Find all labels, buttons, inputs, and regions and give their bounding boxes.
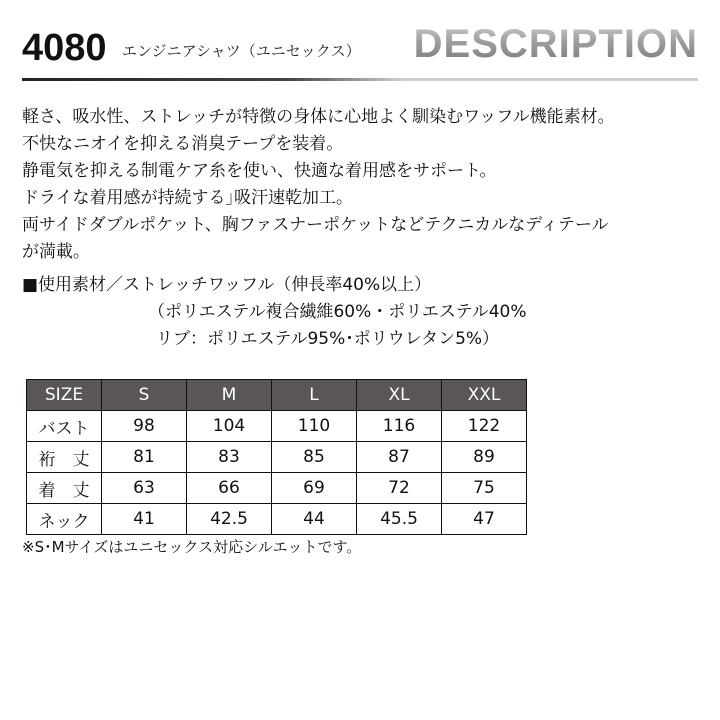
header <box>22 20 698 80</box>
size-table-header-row <box>27 380 527 411</box>
row-label: 着 丈 <box>27 473 102 504</box>
description-line: が満載。 <box>22 242 90 262</box>
size-table <box>26 379 527 535</box>
table-cell: 89 <box>442 442 527 473</box>
table-cell: 116 <box>357 411 442 442</box>
product-name: エンジニアシャツ（ユニセックス） <box>122 42 361 60</box>
table-cell: 81 <box>102 442 187 473</box>
table-cell: 41 <box>102 504 187 535</box>
header-divider-accent <box>22 78 402 81</box>
table-cell: 42.5 <box>187 504 272 535</box>
description-line: 不快なニオイを抑える消臭テープを装着。 <box>22 134 344 154</box>
table-row <box>27 473 527 504</box>
size-table-header-cell: L <box>272 380 357 411</box>
size-table-header-cell: S <box>102 380 187 411</box>
size-table-header-cell: XXL <box>442 380 527 411</box>
material-line: （ポリエステル複合繊維60%・ポリエステル40% <box>148 302 527 322</box>
size-note: ※S･Mサイズはユニセックス対応シルエットです。 <box>22 538 362 556</box>
row-label: ネック <box>27 504 102 535</box>
description-line: 両サイドダブルポケット、胸ファスナーポケットなどテクニカルなディテール <box>22 215 609 235</box>
description-line: 軽さ、吸水性、ストレッチが特徴の身体に心地よく馴染むワッフル機能素材。 <box>22 107 615 127</box>
table-cell: 110 <box>272 411 357 442</box>
table-row <box>27 442 527 473</box>
material-line: リブ：ポリエステル95%･ポリウレタン5%） <box>156 329 500 349</box>
table-cell: 87 <box>357 442 442 473</box>
row-label: バスト <box>27 411 102 442</box>
row-label: 裄 丈 <box>27 442 102 473</box>
table-cell: 47 <box>442 504 527 535</box>
table-cell: 44 <box>272 504 357 535</box>
description-line: ドライな着用感が持続する｣吸汗速乾加工。 <box>22 188 353 208</box>
description <box>22 104 702 266</box>
size-table-header-cell: XL <box>357 380 442 411</box>
table-row <box>27 504 527 535</box>
table-cell: 83 <box>187 442 272 473</box>
size-table-header-cell: M <box>187 380 272 411</box>
size-table-header-cell: SIZE <box>27 380 102 411</box>
table-cell: 45.5 <box>357 504 442 535</box>
section-title: DESCRIPTION <box>413 22 698 66</box>
table-cell: 98 <box>102 411 187 442</box>
table-cell: 104 <box>187 411 272 442</box>
table-cell: 72 <box>357 473 442 504</box>
table-cell: 85 <box>272 442 357 473</box>
table-cell: 75 <box>442 473 527 504</box>
table-cell: 63 <box>102 473 187 504</box>
product-code: 4080 <box>22 27 107 69</box>
table-cell: 122 <box>442 411 527 442</box>
material-info <box>22 272 702 353</box>
table-cell: 69 <box>272 473 357 504</box>
material-line: ■使用素材／ストレッチワッフル（伸長率40%以上） <box>22 275 432 295</box>
table-cell: 66 <box>187 473 272 504</box>
description-line: 静電気を抑える制電ケア糸を使い、快適な着用感をサポート。 <box>22 161 497 181</box>
table-row <box>27 411 527 442</box>
